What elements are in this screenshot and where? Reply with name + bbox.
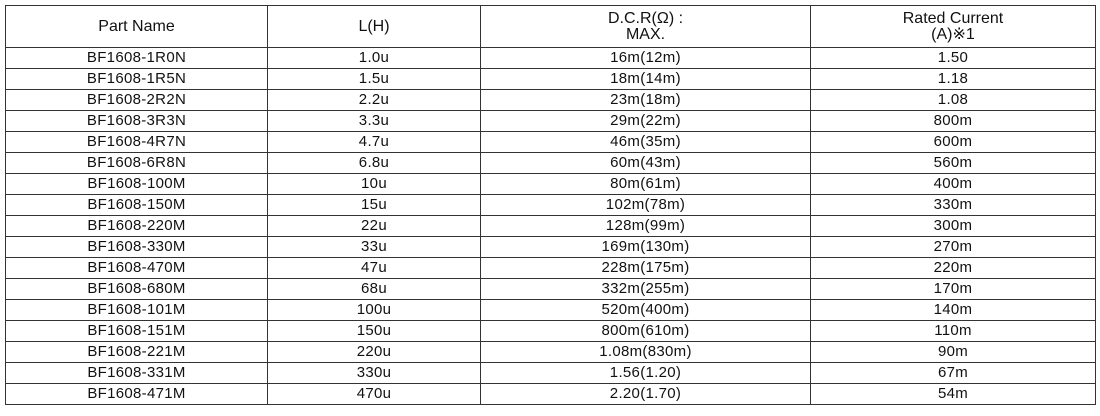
inductance-cell: 15u <box>268 195 481 216</box>
inductance-cell: 2.2u <box>268 90 481 111</box>
rated-current-cell: 270m <box>811 237 1096 258</box>
dcr-cell: 169m(130m) <box>481 237 811 258</box>
table-row <box>6 69 1096 90</box>
part-name-cell: BF1608-4R7N <box>6 132 268 153</box>
part-name-cell: BF1608-470M <box>6 258 268 279</box>
part-name-cell: BF1608-471M <box>6 384 268 405</box>
table-row <box>6 174 1096 195</box>
rated-current-cell: 67m <box>811 363 1096 384</box>
inductance-cell: 68u <box>268 279 481 300</box>
table-row <box>6 48 1096 69</box>
table-row <box>6 237 1096 258</box>
table-row <box>6 321 1096 342</box>
header-row <box>6 6 1096 48</box>
table-row <box>6 195 1096 216</box>
rated-current-cell: 170m <box>811 279 1096 300</box>
dcr-cell: 80m(61m) <box>481 174 811 195</box>
dcr-cell: 128m(99m) <box>481 216 811 237</box>
dcr-cell: 2.20(1.70) <box>481 384 811 405</box>
dcr-cell: 332m(255m) <box>481 279 811 300</box>
table-body <box>6 48 1096 405</box>
inductor-spec-table <box>5 5 1096 405</box>
rated-current-cell: 1.08 <box>811 90 1096 111</box>
part-name-cell: BF1608-100M <box>6 174 268 195</box>
inductance-cell: 4.7u <box>268 132 481 153</box>
table-header <box>6 6 1096 48</box>
inductance-cell: 470u <box>268 384 481 405</box>
rated-current-cell: 600m <box>811 132 1096 153</box>
dcr-cell: 29m(22m) <box>481 111 811 132</box>
rated-current-cell: 220m <box>811 258 1096 279</box>
part-name-cell: BF1608-3R3N <box>6 111 268 132</box>
inductance-cell: 330u <box>268 363 481 384</box>
table-row <box>6 90 1096 111</box>
dcr-cell: 46m(35m) <box>481 132 811 153</box>
part-name-cell: BF1608-1R5N <box>6 69 268 90</box>
inductance-cell: 1.5u <box>268 69 481 90</box>
inductance-cell: 220u <box>268 342 481 363</box>
rated-current-cell: 110m <box>811 321 1096 342</box>
header-rated-current: Rated Current (A)※1 <box>811 6 1096 48</box>
table-row <box>6 300 1096 321</box>
header-inductance: L(H) <box>268 6 481 48</box>
part-name-cell: BF1608-6R8N <box>6 153 268 174</box>
rated-current-cell: 560m <box>811 153 1096 174</box>
part-name-cell: BF1608-2R2N <box>6 90 268 111</box>
part-name-cell: BF1608-680M <box>6 279 268 300</box>
dcr-cell: 60m(43m) <box>481 153 811 174</box>
table-row <box>6 132 1096 153</box>
table-row <box>6 216 1096 237</box>
rated-current-cell: 54m <box>811 384 1096 405</box>
inductance-cell: 22u <box>268 216 481 237</box>
table-row <box>6 258 1096 279</box>
header-dcr: D.C.R(Ω) : MAX. <box>481 6 811 48</box>
rated-current-cell: 1.18 <box>811 69 1096 90</box>
rated-current-cell: 300m <box>811 216 1096 237</box>
table-row <box>6 111 1096 132</box>
dcr-cell: 102m(78m) <box>481 195 811 216</box>
part-name-cell: BF1608-101M <box>6 300 268 321</box>
part-name-cell: BF1608-221M <box>6 342 268 363</box>
inductance-cell: 3.3u <box>268 111 481 132</box>
dcr-cell: 800m(610m) <box>481 321 811 342</box>
dcr-cell: 520m(400m) <box>481 300 811 321</box>
inductance-cell: 47u <box>268 258 481 279</box>
header-part-name: Part Name <box>6 6 268 48</box>
part-name-cell: BF1608-151M <box>6 321 268 342</box>
part-name-cell: BF1608-150M <box>6 195 268 216</box>
part-name-cell: BF1608-331M <box>6 363 268 384</box>
rated-current-cell: 330m <box>811 195 1096 216</box>
inductance-cell: 10u <box>268 174 481 195</box>
rated-current-cell: 1.50 <box>811 48 1096 69</box>
table-row <box>6 342 1096 363</box>
inductance-cell: 33u <box>268 237 481 258</box>
dcr-cell: 228m(175m) <box>481 258 811 279</box>
table-row <box>6 363 1096 384</box>
dcr-cell: 18m(14m) <box>481 69 811 90</box>
inductance-cell: 6.8u <box>268 153 481 174</box>
inductance-cell: 150u <box>268 321 481 342</box>
part-name-cell: BF1608-220M <box>6 216 268 237</box>
dcr-cell: 16m(12m) <box>481 48 811 69</box>
rated-current-cell: 90m <box>811 342 1096 363</box>
part-name-cell: BF1608-1R0N <box>6 48 268 69</box>
rated-current-cell: 400m <box>811 174 1096 195</box>
table-row <box>6 279 1096 300</box>
part-name-cell: BF1608-330M <box>6 237 268 258</box>
dcr-cell: 23m(18m) <box>481 90 811 111</box>
rated-current-cell: 140m <box>811 300 1096 321</box>
inductance-cell: 1.0u <box>268 48 481 69</box>
inductance-cell: 100u <box>268 300 481 321</box>
table-row <box>6 384 1096 405</box>
dcr-cell: 1.56(1.20) <box>481 363 811 384</box>
rated-current-cell: 800m <box>811 111 1096 132</box>
table-row <box>6 153 1096 174</box>
dcr-cell: 1.08m(830m) <box>481 342 811 363</box>
